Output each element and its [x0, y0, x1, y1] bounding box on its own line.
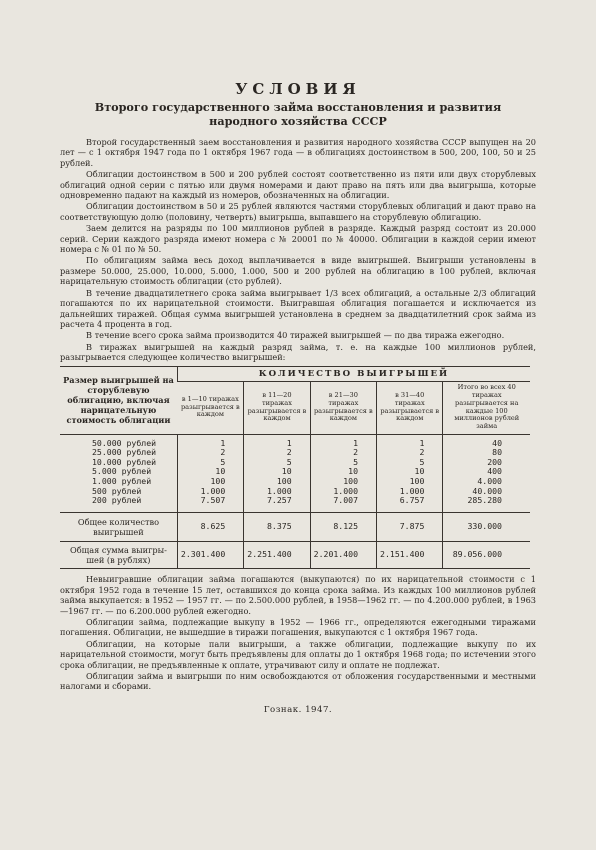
paragraph: Облигации достоинством в 50 и 25 рублей являются частями сторублевых облигаций и дают право на соответствующую долю (половину, четверть) выигрыша, выпавшего на сторублевую облигацию.	[60, 201, 536, 222]
table-cell: 1	[177, 434, 243, 448]
document-title: УСЛОВИЯ	[235, 80, 361, 98]
table-cell: 5	[310, 458, 376, 468]
column-header: в 21—30 тиражах разыгрывается в каждом	[310, 381, 376, 434]
prize-row	[60, 434, 530, 448]
total-count-label-line-1: Общее количество	[77, 516, 160, 527]
prize-size-cell: 500 рублей	[92, 485, 142, 496]
table-cell: 285.280	[443, 496, 530, 512]
table-cell: 2	[177, 448, 243, 458]
paragraph: По облигациям займа весь доход выплачивается в виде выигрышей. Выигрыши установлены в размере 50.000, 25.000, 10.000, 5.000, 1.000, 500 и 200 рублей на облигацию в 100 рублей, включая нарицательную стоимость облигации (сто рублей).	[60, 255, 536, 287]
prize-table	[60, 366, 530, 570]
paragraph: Облигации, на которые пали выигрыши, а также облигации, подлежащие выкупу по их нарицательной стоимости, могут быть предъявлены для оплаты до 1 октября 1968 года; по истечении этого срока облигации, не предъявленные к оплате, утрачивают силу и оплате не подлежат.	[60, 638, 536, 670]
table-cell: 100	[177, 477, 243, 487]
table-cell: 1.000	[310, 487, 376, 497]
table-cell: 7.007	[310, 496, 376, 512]
prize-size-cell: 200 рублей	[60, 496, 177, 512]
column-header: в 11—20 тиражах разыгрывается в каждом	[244, 381, 310, 434]
paragraph: Облигации займа, подлежащие выкупу в 1952 — 1966 гг., определяются ежегодными тиражами погашения. Облигации, не вышедшие в тиражи погашения, выкупаются с 1 октября 1967 года.	[60, 616, 536, 638]
total-sum-row	[60, 541, 530, 569]
paragraph: В течение двадцатилетнего срока займа выигрывает 1/3 всех облигаций, а остальные 2/3 облигаций погашаются по их нарицательной стоимости. Выигравшая облигация погашается и исключается из дальнейших тиражей. Общая сумма выигрышей установлена в среднем за двадцатилетний срок займа из расчета 4 процента в год.	[60, 287, 536, 329]
terms-top	[60, 137, 536, 363]
table-cell: 200	[443, 458, 530, 468]
table-cell: 1.000	[244, 487, 310, 497]
paragraph: В течение всего срока займа производится 40 тиражей выигрышей — по два тиража ежегодно.	[86, 330, 505, 341]
table-cell: 6.757	[377, 496, 443, 512]
prize-size-cell: 50.000 рублей	[92, 437, 157, 448]
column-header: в 31—40 тиражах разыгрывается в каждом	[377, 381, 443, 434]
document-subtitle	[60, 100, 536, 128]
total-count-label	[60, 512, 177, 541]
column-header: в 1—10 тиражах разыгрывается в каждом	[177, 381, 243, 434]
table-cell: 1.000	[377, 487, 443, 497]
table-cell: 2.301.400	[177, 541, 243, 569]
prize-size-cell: 1.000 рублей	[92, 475, 152, 486]
prize-table-body	[60, 434, 530, 569]
table-cell: 89.056.000	[443, 541, 530, 569]
column-header: Итого во всех 40 тиражах разыгрывается на каждые 100 миллионов рублей займа	[443, 381, 530, 434]
table-cell: 1	[377, 434, 443, 448]
table-cell: 7.875	[377, 512, 443, 541]
table-cell: 80	[443, 448, 530, 458]
prize-size-cell: 10.000 рублей	[92, 456, 157, 467]
table-cell: 330.000	[443, 512, 530, 541]
prize-size-header: Размер выигрышей на сторублевую облигацию, включая нарицательную стоимость облигации	[60, 366, 177, 434]
total-sum-label-line-2: шей (в рублях)	[86, 554, 151, 565]
table-cell: 2.201.400	[310, 541, 376, 569]
table-cell: 5	[244, 458, 310, 468]
paragraph: Облигации достоинством в 500 и 200 рублей состоят соответственно из пяти или двух сторублевых облигаций одной серии с пятью или двумя номерами и дают право на пять или два выигрыша, которые одновременно падают на каждый из номеров, обозначенных на облигации.	[60, 169, 536, 201]
table-cell: 2	[377, 448, 443, 458]
table-cell: 1	[244, 434, 310, 448]
paragraph: Невыигравшие облигации займа погашаются (выкупаются) по их нарицательной стоимости с 1 октября 1952 года в течение 15 лет, оставшихся до конца срока займа. Из каждых 100 миллионов рублей займа выкупается: в 1952 — 1957 гг. — по 2.500.000 рублей, в 1958—1962 гг. — по 4.200.000 рублей, в 1963—1967 гг. — по 6.200.000 рублей ежегодно.	[60, 574, 536, 616]
table-cell: 10	[310, 467, 376, 477]
table-cell: 8.125	[310, 512, 376, 541]
terms-bottom	[60, 574, 536, 691]
table-cell: 7.507	[177, 496, 243, 512]
table-cell: 2.251.400	[244, 541, 310, 569]
table-cell: 2	[310, 448, 376, 458]
total-sum-label	[60, 541, 177, 569]
table-cell: 7.257	[244, 496, 310, 512]
table-cell: 4.000	[443, 477, 530, 487]
table-cell: 5	[177, 458, 243, 468]
table-cell: 100	[377, 477, 443, 487]
total-count-label-line-2: выигрышей	[93, 527, 144, 538]
paragraph: В тиражах выигрышей на каждый разряд займа, т. е. на каждые 100 миллионов рублей, разыгрывается следующее количество выигрышей:	[60, 341, 536, 363]
table-cell: 8.625	[177, 512, 243, 541]
table-cell: 8.375	[244, 512, 310, 541]
prize-count-header: КОЛИЧЕСТВО ВЫИГРЫШЕЙ	[177, 366, 530, 381]
total-sum-label-line-1: Общая сумма выигры-	[69, 544, 167, 555]
prize-size-cell: 25.000 рублей	[92, 447, 157, 458]
table-cell: 40.000	[443, 487, 530, 497]
paragraph: Заем делится на разряды по 100 миллионов рублей в разряде. Каждый разряд состоит из 20.000 серий. Серии каждого разряда имеют номера с № 20001 по № 40000. Облигации в каждой серии имеют номера с № 01 по № 50.	[60, 223, 536, 255]
table-cell: 10	[244, 467, 310, 477]
table-cell: 400	[443, 467, 530, 477]
table-cell: 10	[177, 467, 243, 477]
subtitle-line-1: Второго государственного займа восстановления и развития	[94, 100, 502, 114]
table-cell: 2.151.400	[377, 541, 443, 569]
table-cell: 2	[244, 448, 310, 458]
prize-size-cell: 5.000 рублей	[92, 466, 152, 477]
paragraph: Облигации займа и выигрыши по ним освобождаются от обложения государственными и местными налогами и сборами.	[60, 670, 536, 692]
table-cell: 100	[244, 477, 310, 487]
paragraph: Второй государственный заем восстановления и развития народного хозяйства СССР выпущен на 20 лет — с 1 октября 1947 года по 1 октября 1967 года — в облигациях достоинством в 500, 200, 100, 50 и 25 рублей.	[60, 137, 536, 168]
table-cell: 100	[310, 477, 376, 487]
table-cell: 40	[443, 434, 530, 448]
prize-row	[60, 496, 530, 512]
table-cell: 5	[377, 458, 443, 468]
table-cell: 10	[377, 467, 443, 477]
table-cell: 1.000	[177, 487, 243, 497]
subtitle-line-2: народного хозяйства СССР	[209, 114, 387, 128]
table-cell: 1	[310, 434, 376, 448]
printer-mark: Гознак. 1947.	[263, 704, 333, 715]
total-count-row	[60, 512, 530, 541]
